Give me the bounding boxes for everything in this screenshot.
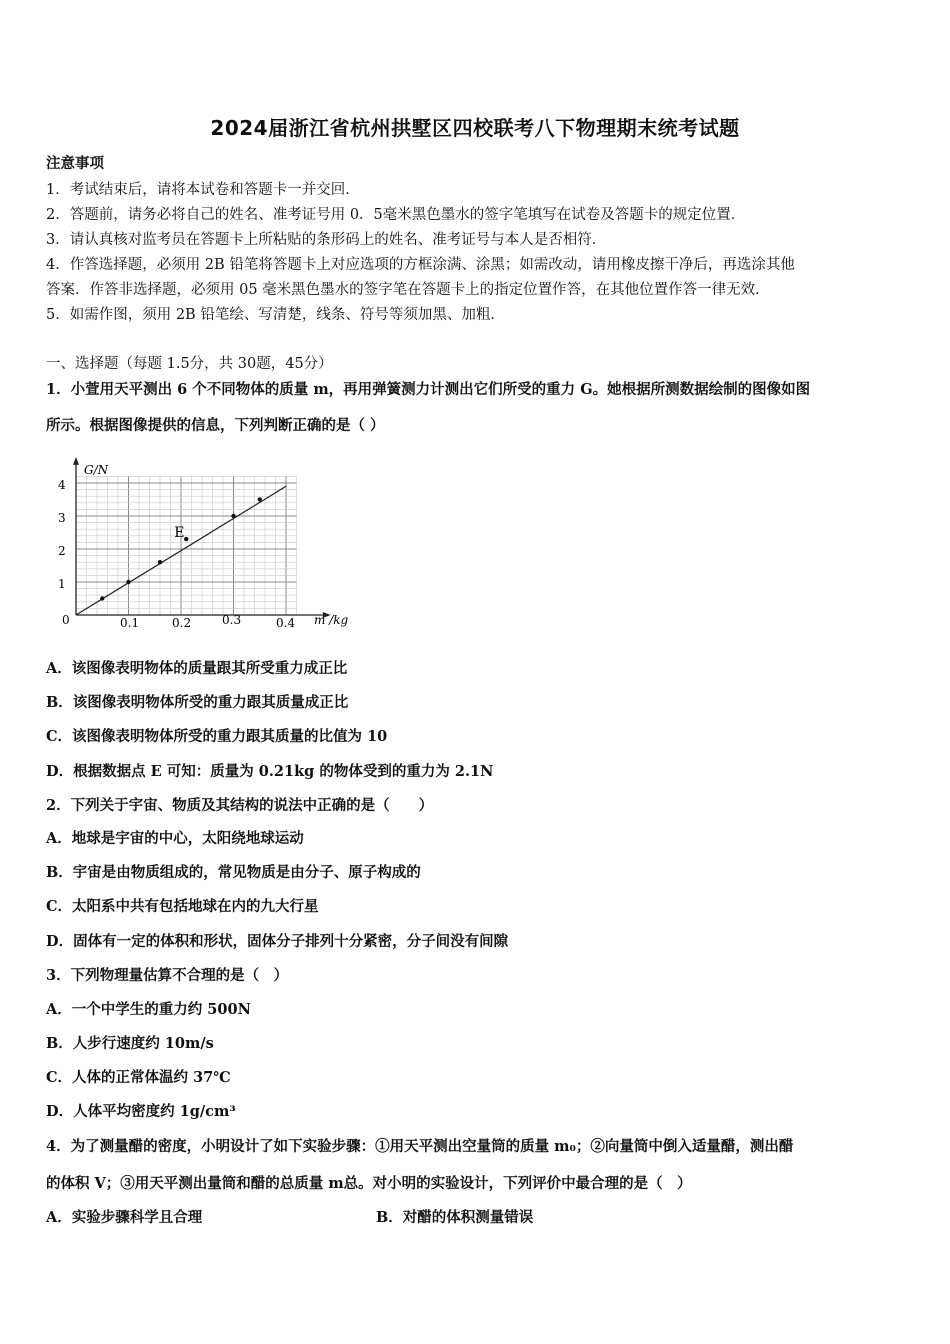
notice-item: 2．答题前，请务必将自己的姓名、准考证号用 0．5毫米黑色墨水的签字笔填写在试卷及答题卡的规定位置． [46, 207, 746, 223]
q3-option-d: D．人体平均密度约 1g/cm³ [46, 1103, 236, 1120]
q4-stem-line1: 4．为了测量醋的密度，小明设计了如下实验步骤：①用天平测出空量筒的质量 m₀；②向量筒中倒入适量醋，测出醋 [46, 1138, 794, 1155]
notice-item: 5．如需作图，须用 2B 铅笔绘、写清楚，线条、符号等须加黑、加粗． [46, 307, 505, 323]
q2-stem: 2．下列关于宇宙、物质及其结构的说法中正确的是（ ） [46, 797, 434, 814]
data-point [231, 514, 235, 518]
q4-option-b: B．对醋的体积测量错误 [376, 1209, 534, 1226]
q3-option-c: C．人体的正常体温约 37℃ [46, 1069, 231, 1086]
x-tick-label: 0.4 [276, 616, 296, 630]
x-tick-label: 0.3 [222, 613, 242, 627]
data-point [184, 537, 188, 541]
section-heading: 一、选择题（每题 1.5分，共 30题，45分） [46, 356, 333, 372]
data-point [158, 560, 162, 564]
q3-option-a: A．一个中学生的重力约 500N [46, 1001, 251, 1018]
q4-stem-line2: 的体积 V；③用天平测出量筒和醋的总质量 m总。对小明的实验设计，下列评价中最合理的是（ ） [46, 1175, 692, 1192]
x-tick-label: 0.1 [120, 616, 140, 630]
q1-option-c: C．该图像表明物体所受的重力跟其质量的比值为 10 [46, 728, 388, 745]
q2-option-b: B．宇宙是由物质组成的，常见物质是由分子、原子构成的 [46, 864, 421, 881]
q1-option-a: A．该图像表明物体的质量跟其所受重力成正比 [46, 660, 348, 677]
x-axis-label: m /kg [314, 613, 349, 627]
q1-option-d: D．根据数据点 E 可知：质量为 0.21kg 的物体受到的重力为 2.1N [46, 763, 494, 780]
q1-stem-line2: 所示。根据图像提供的信息，下列判断正确的是（ ） [46, 417, 385, 434]
y-tick-label: 4 [58, 478, 66, 492]
data-point [258, 497, 262, 501]
y-tick-label: 2 [58, 544, 66, 558]
x-tick-label: 0.2 [172, 616, 192, 630]
q2-option-a: A．地球是宇宙的中心，太阳绕地球运动 [46, 830, 304, 847]
y-tick-label: 3 [58, 511, 66, 525]
y-axis-arrow [73, 457, 79, 465]
origin-label: 0 [62, 613, 70, 627]
page-title: 2024届浙江省杭州拱墅区四校联考八下物理期末统考试题 [210, 116, 740, 140]
notice-heading: 注意事项 [46, 155, 104, 172]
q2-option-c: C．太阳系中共有包括地球在内的九大行星 [46, 898, 319, 915]
point-e-label: E [174, 525, 185, 542]
notice-item: 答案．作答非选择题，必须用 05 毫米黑色墨水的签字笔在答题卡上的指定位置作答，在其他位置作答一律无效． [46, 282, 770, 298]
data-point [126, 580, 130, 584]
y-axis-label: G/N [84, 463, 109, 477]
q4-option-a: A．实验步骤科学且合理 [46, 1209, 203, 1226]
q3-stem: 3．下列物理量估算不合理的是（ ） [46, 967, 289, 984]
q3-option-b: B．人步行速度约 10m/s [46, 1035, 214, 1052]
notice-item: 1．考试结束后，请将本试卷和答题卡一并交回． [46, 182, 360, 198]
y-tick-label: 1 [58, 577, 66, 591]
q2-option-d: D．固体有一定的体积和形状，固体分子排列十分紧密，分子间没有间隙 [46, 933, 509, 950]
notice-item: 4．作答选择题，必须用 2B 铅笔将答题卡上对应选项的方框涂满、涂黑；如需改动，请用橡皮擦干净后，再选涂其他 [46, 257, 795, 273]
notice-item: 3．请认真核对监考员在答题卡上所粘贴的条形码上的姓名、准考证号与本人是否相符． [46, 232, 607, 248]
data-point [100, 596, 104, 600]
q1-stem-line1: 1．小萱用天平测出 6 个不同物体的质量 m，再用弹簧测力计测出它们所受的重力 G。她根据所测数据绘制的图像如图 [46, 381, 811, 398]
q1-option-b: B．该图像表明物体所受的重力跟其质量成正比 [46, 694, 349, 711]
g-m-graph [46, 452, 366, 642]
